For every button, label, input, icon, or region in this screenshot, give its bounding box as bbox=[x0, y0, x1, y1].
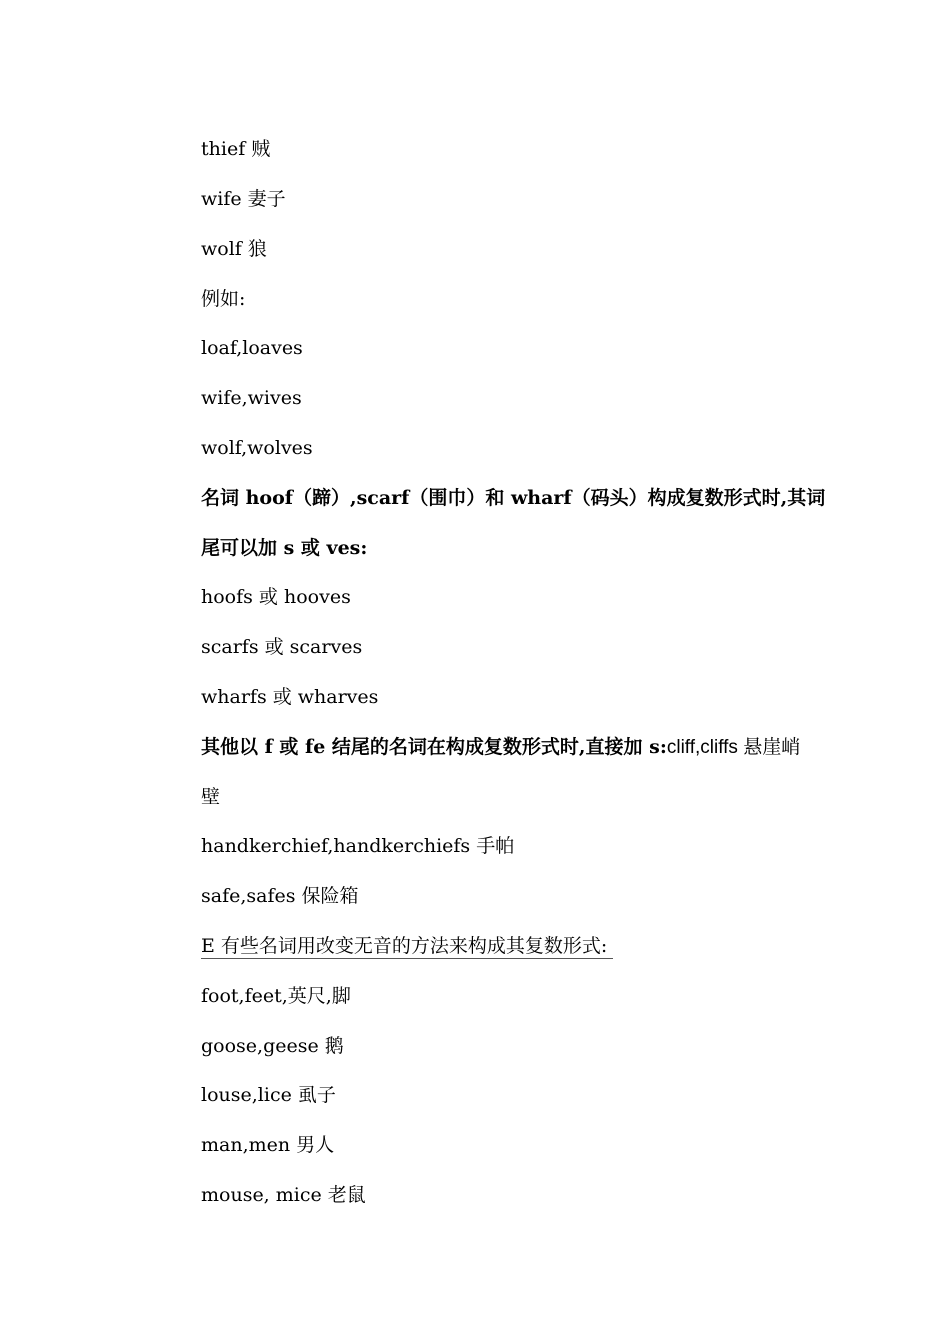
text-line: loaf,loaves bbox=[201, 337, 303, 359]
underlined-heading: E 有些名词用改变无音的方法来构成其复数形式: bbox=[201, 935, 613, 959]
text-line: foot,feet,英尺,脚 bbox=[201, 985, 351, 1007]
section-heading bbox=[201, 934, 613, 958]
rule-heading-cont: 尾可以加 s 或 ves: bbox=[201, 537, 368, 559]
text-line: hoofs 或 hooves bbox=[201, 586, 351, 608]
rule-line-mixed bbox=[201, 735, 800, 760]
text-line: 例如: bbox=[201, 288, 246, 310]
text-line: handkerchief,handkerchiefs 手帕 bbox=[201, 835, 515, 857]
example-text: cliff,cliffs 悬崖峭 bbox=[666, 737, 801, 758]
text-line: wolf 狼 bbox=[201, 238, 267, 260]
text-line: safe,safes 保险箱 bbox=[201, 885, 359, 907]
text-line: wolf,wolves bbox=[201, 437, 313, 459]
text-line: wife 妻子 bbox=[201, 188, 286, 210]
text-line: mouse, mice 老鼠 bbox=[201, 1184, 366, 1206]
text-line: thief 贼 bbox=[201, 138, 271, 160]
text-line: wharfs 或 wharves bbox=[201, 686, 379, 708]
text-line: wife,wives bbox=[201, 387, 302, 409]
text-line: louse,lice 虱子 bbox=[201, 1084, 336, 1106]
text-line: 壁 bbox=[201, 786, 221, 808]
text-line: man,men 男人 bbox=[201, 1134, 335, 1156]
text-line: goose,geese 鹅 bbox=[201, 1035, 344, 1057]
rule-heading: 名词 hoof（蹄）,scarf（围巾）和 wharf（码头）构成复数形式时,其词 bbox=[201, 487, 826, 509]
text-line: scarfs 或 scarves bbox=[201, 636, 363, 658]
rule-heading: 其他以 f 或 fe 结尾的名词在构成复数形式时,直接加 s: bbox=[201, 736, 667, 758]
